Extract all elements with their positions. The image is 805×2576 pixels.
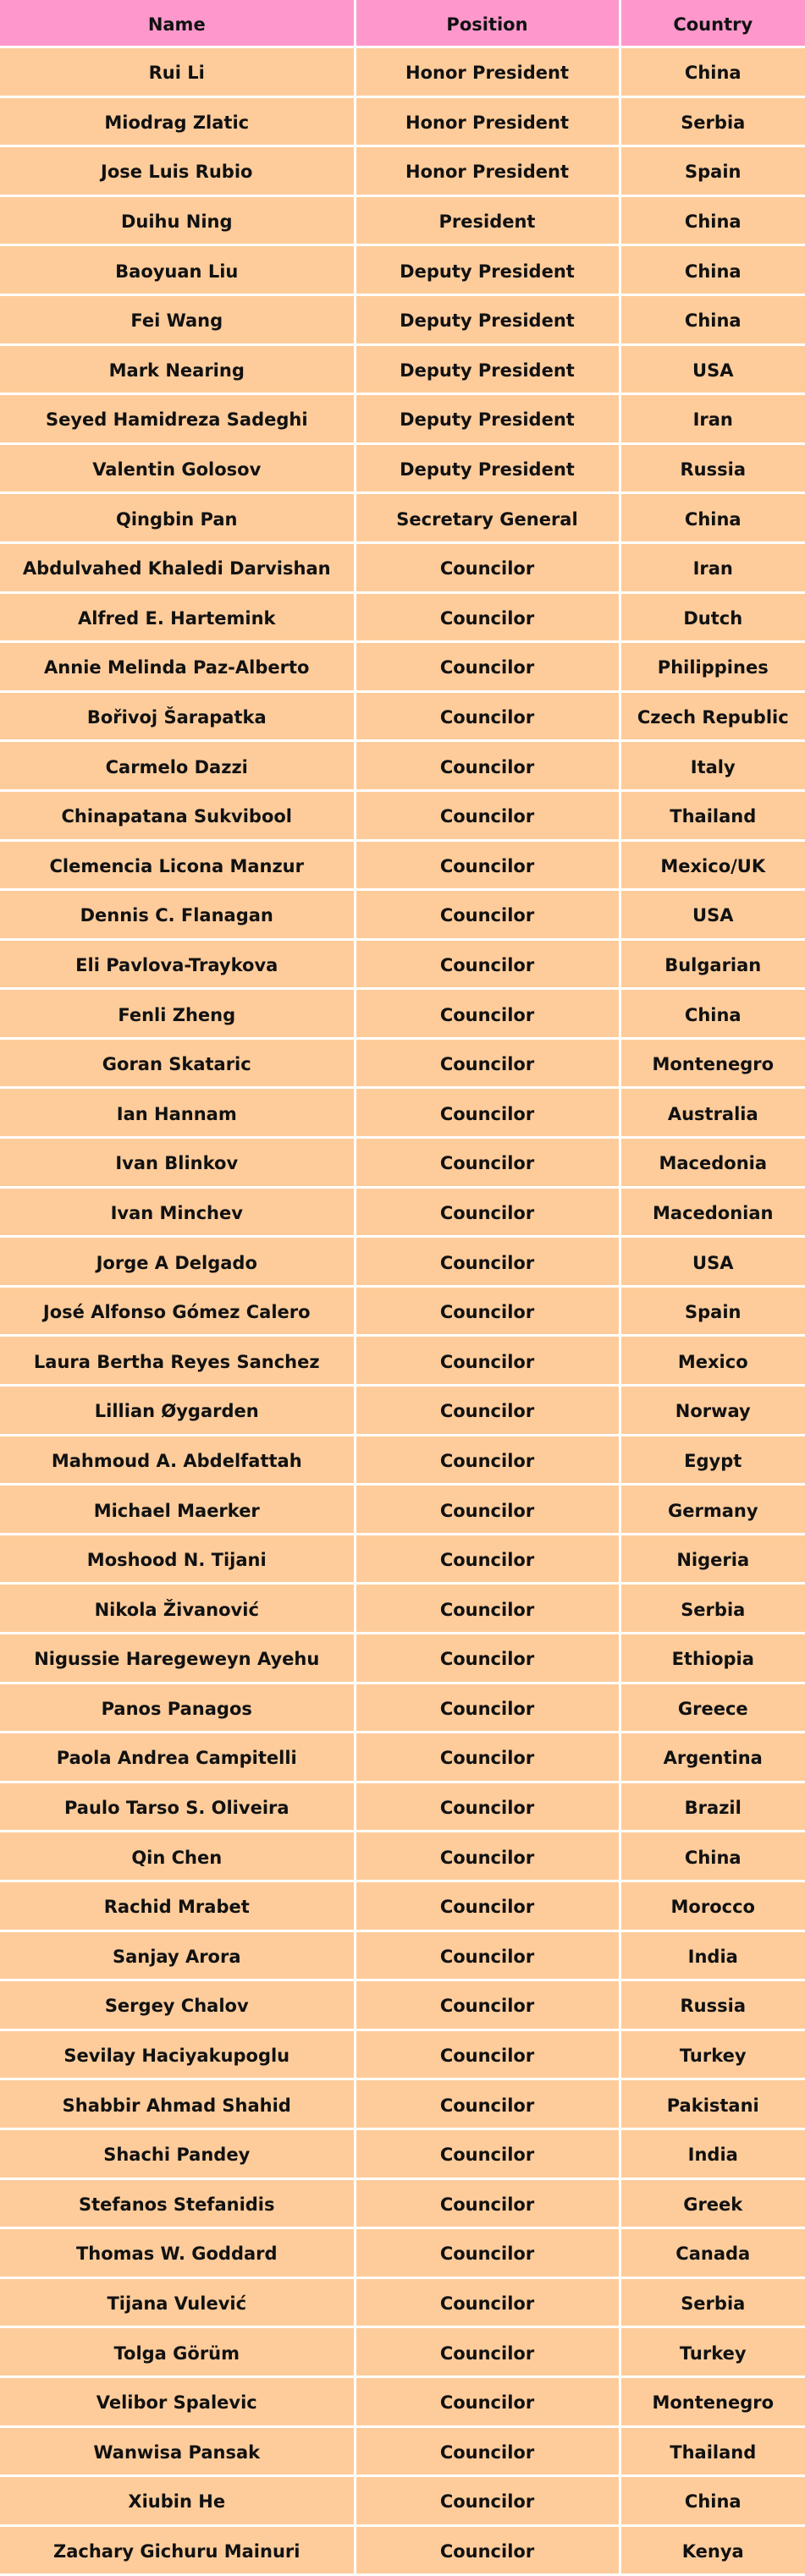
table-row (0, 1237, 805, 1287)
table-row (0, 2476, 805, 2526)
name-cell: Rachid Mrabet (0, 1881, 355, 1931)
table-row (0, 1485, 805, 1535)
position-cell: Councilor (355, 1237, 620, 1287)
country-cell: Italy (620, 741, 805, 791)
country-cell: Spain (620, 146, 805, 196)
country-cell: Serbia (620, 2277, 805, 2327)
position-cell: Councilor (355, 939, 620, 989)
name-cell: Seyed Hamidreza Sadeghi (0, 394, 355, 444)
name-cell: Lillian Øygarden (0, 1386, 355, 1436)
table-row (0, 2228, 805, 2278)
table-row (0, 691, 805, 741)
table-row (0, 2128, 805, 2178)
table-row (0, 1584, 805, 1634)
name-cell: Panos Panagos (0, 1683, 355, 1733)
table-row (0, 840, 805, 890)
position-cell: Councilor (355, 1485, 620, 1535)
table-row (0, 1832, 805, 1881)
position-cell: Councilor (355, 2525, 620, 2575)
name-cell: Ivan Minchev (0, 1187, 355, 1237)
country-cell: Kenya (620, 2525, 805, 2575)
name-cell: Qin Chen (0, 1832, 355, 1881)
country-cell: China (620, 1832, 805, 1881)
position-cell: Councilor (355, 890, 620, 940)
position-cell: Councilor (355, 2476, 620, 2526)
table-row (0, 344, 805, 394)
table-row (0, 1980, 805, 2030)
country-cell: Canada (620, 2228, 805, 2278)
position-cell: Secretary General (355, 493, 620, 543)
name-cell: Miodrag Zlatic (0, 96, 355, 146)
country-cell: Russia (620, 443, 805, 493)
name-cell: Clemencia Licona Manzur (0, 840, 355, 890)
name-cell: Zachary Gichuru Mainuri (0, 2525, 355, 2575)
country-cell: Iran (620, 394, 805, 444)
header-name: Name (0, 0, 355, 47)
country-cell: Thailand (620, 790, 805, 840)
table-row (0, 939, 805, 989)
country-cell: Macedonia (620, 1138, 805, 1188)
table-row (0, 443, 805, 493)
country-cell: China (620, 245, 805, 295)
name-cell: Alfred E. Hartemink (0, 592, 355, 642)
position-cell: Councilor (355, 1931, 620, 1980)
position-cell: Councilor (355, 1634, 620, 1683)
table-header (0, 0, 805, 47)
name-cell: Sanjay Arora (0, 1931, 355, 1980)
country-cell: USA (620, 1237, 805, 1287)
position-cell: Councilor (355, 1138, 620, 1188)
position-cell: Councilor (355, 2178, 620, 2228)
position-cell: Honor President (355, 47, 620, 97)
name-cell: Duihu Ning (0, 195, 355, 245)
table-row (0, 1286, 805, 1336)
name-cell: Ivan Blinkov (0, 1138, 355, 1188)
name-cell: Shachi Pandey (0, 2128, 355, 2178)
position-cell: Councilor (355, 2277, 620, 2327)
name-cell: Nigussie Haregeweyn Ayehu (0, 1634, 355, 1683)
table-row (0, 146, 805, 196)
name-cell: Tijana Vulević (0, 2277, 355, 2327)
table-row (0, 790, 805, 840)
table-row (0, 741, 805, 791)
country-cell: Norway (620, 1386, 805, 1436)
name-cell: Shabbir Ahmad Shahid (0, 2079, 355, 2129)
country-cell: China (620, 2476, 805, 2526)
name-cell: Tolga Görüm (0, 2327, 355, 2377)
name-cell: Wanwisa Pansak (0, 2426, 355, 2476)
country-cell: USA (620, 344, 805, 394)
name-cell: Qingbin Pan (0, 493, 355, 543)
table-row (0, 1931, 805, 1980)
position-cell: Councilor (355, 1534, 620, 1584)
country-cell: Iran (620, 542, 805, 592)
table-row (0, 2327, 805, 2377)
table-row (0, 1187, 805, 1237)
name-cell: Paola Andrea Campitelli (0, 1733, 355, 1782)
country-cell: Morocco (620, 1881, 805, 1931)
position-cell: Councilor (355, 989, 620, 1039)
header-position: Position (355, 0, 620, 47)
table-row (0, 642, 805, 692)
name-cell: Fei Wang (0, 294, 355, 344)
header-country: Country (620, 0, 805, 47)
country-cell: Montenegro (620, 2376, 805, 2426)
table-row (0, 1634, 805, 1683)
table-row (0, 47, 805, 97)
position-cell: Councilor (355, 592, 620, 642)
table-row (0, 1881, 805, 1931)
name-cell: Annie Melinda Paz-Alberto (0, 642, 355, 692)
country-cell: Germany (620, 1485, 805, 1535)
table-row (0, 1435, 805, 1485)
name-cell: Fenli Zheng (0, 989, 355, 1039)
table-row (0, 1683, 805, 1733)
position-cell: Councilor (355, 691, 620, 741)
name-cell: Ian Hannam (0, 1088, 355, 1138)
name-cell: Stefanos Stefanidis (0, 2178, 355, 2228)
country-cell: Spain (620, 1286, 805, 1336)
country-cell: China (620, 989, 805, 1039)
position-cell: Councilor (355, 1832, 620, 1881)
position-cell: Councilor (355, 1386, 620, 1436)
position-cell: Councilor (355, 1584, 620, 1634)
name-cell: Eli Pavlova-Traykova (0, 939, 355, 989)
country-cell: Mexico (620, 1336, 805, 1386)
position-cell: Councilor (355, 2128, 620, 2178)
country-cell: China (620, 294, 805, 344)
position-cell: Councilor (355, 1435, 620, 1485)
position-cell: Councilor (355, 1286, 620, 1336)
table-row (0, 1782, 805, 1832)
name-cell: Moshood N. Tijani (0, 1534, 355, 1584)
name-cell: Paulo Tarso S. Oliveira (0, 1782, 355, 1832)
position-cell: Councilor (355, 2426, 620, 2476)
country-cell: Ethiopia (620, 1634, 805, 1683)
position-cell: Councilor (355, 1683, 620, 1733)
position-cell: Deputy President (355, 245, 620, 295)
table-row (0, 2277, 805, 2327)
position-cell: Councilor (355, 2228, 620, 2278)
name-cell: Rui Li (0, 47, 355, 97)
position-cell: Honor President (355, 146, 620, 196)
country-cell: Thailand (620, 2426, 805, 2476)
position-cell: Councilor (355, 2079, 620, 2129)
table-row (0, 493, 805, 543)
country-cell: Dutch (620, 592, 805, 642)
table-row (0, 245, 805, 295)
table-row (0, 1386, 805, 1436)
table-row (0, 1733, 805, 1782)
name-cell: Goran Skataric (0, 1038, 355, 1088)
country-cell: Greece (620, 1683, 805, 1733)
table-row (0, 2079, 805, 2129)
country-cell: India (620, 2128, 805, 2178)
name-cell: Nikola Živanović (0, 1584, 355, 1634)
position-cell: President (355, 195, 620, 245)
country-cell: Mexico/UK (620, 840, 805, 890)
country-cell: Pakistani (620, 2079, 805, 2129)
table-row (0, 592, 805, 642)
country-cell: Brazil (620, 1782, 805, 1832)
table-row (0, 1534, 805, 1584)
table-row (0, 2178, 805, 2228)
country-cell: Russia (620, 1980, 805, 2030)
position-cell: Councilor (355, 1782, 620, 1832)
position-cell: Deputy President (355, 344, 620, 394)
position-cell: Councilor (355, 1187, 620, 1237)
name-cell: Sergey Chalov (0, 1980, 355, 2030)
country-cell: Macedonian (620, 1187, 805, 1237)
table-row (0, 294, 805, 344)
name-cell: Baoyuan Liu (0, 245, 355, 295)
table-row (0, 989, 805, 1039)
name-cell: Bořivoj Šarapatka (0, 691, 355, 741)
name-cell: Mahmoud A. Abdelfattah (0, 1435, 355, 1485)
name-cell: Jose Luis Rubio (0, 146, 355, 196)
position-cell: Councilor (355, 840, 620, 890)
country-cell: China (620, 493, 805, 543)
name-cell: Dennis C. Flanagan (0, 890, 355, 940)
name-cell: Michael Maerker (0, 1485, 355, 1535)
table-row (0, 2525, 805, 2575)
country-cell: China (620, 195, 805, 245)
name-cell: Abdulvahed Khaledi Darvishan (0, 542, 355, 592)
table-body (0, 47, 805, 2575)
position-cell: Councilor (355, 1038, 620, 1088)
table-row (0, 2029, 805, 2079)
position-cell: Councilor (355, 1336, 620, 1386)
position-cell: Councilor (355, 1881, 620, 1931)
country-cell: Turkey (620, 2327, 805, 2377)
position-cell: Councilor (355, 1980, 620, 2030)
table-row (0, 1038, 805, 1088)
name-cell: Laura Bertha Reyes Sanchez (0, 1336, 355, 1386)
country-cell: Serbia (620, 96, 805, 146)
position-cell: Councilor (355, 790, 620, 840)
name-cell: Mark Nearing (0, 344, 355, 394)
position-cell: Deputy President (355, 443, 620, 493)
position-cell: Councilor (355, 1088, 620, 1138)
table-row (0, 1336, 805, 1386)
country-cell: Turkey (620, 2029, 805, 2079)
name-cell: José Alfonso Gómez Calero (0, 1286, 355, 1336)
position-cell: Deputy President (355, 394, 620, 444)
table-row (0, 2376, 805, 2426)
country-cell: Serbia (620, 1584, 805, 1634)
country-cell: Czech Republic (620, 691, 805, 741)
position-cell: Councilor (355, 2376, 620, 2426)
position-cell: Councilor (355, 642, 620, 692)
position-cell: Councilor (355, 2327, 620, 2377)
name-cell: Jorge A Delgado (0, 1237, 355, 1287)
country-cell: Nigeria (620, 1534, 805, 1584)
country-cell: China (620, 47, 805, 97)
country-cell: USA (620, 890, 805, 940)
table-row (0, 2426, 805, 2476)
name-cell: Xiubin He (0, 2476, 355, 2526)
country-cell: Bulgarian (620, 939, 805, 989)
country-cell: Philippines (620, 642, 805, 692)
name-cell: Chinapatana Sukvibool (0, 790, 355, 840)
table-row (0, 96, 805, 146)
name-cell: Carmelo Dazzi (0, 741, 355, 791)
table-row (0, 1088, 805, 1138)
table-row (0, 890, 805, 940)
country-cell: Australia (620, 1088, 805, 1138)
country-cell: Greek (620, 2178, 805, 2228)
country-cell: Montenegro (620, 1038, 805, 1088)
position-cell: Councilor (355, 1733, 620, 1782)
table-row (0, 195, 805, 245)
country-cell: India (620, 1931, 805, 1980)
table-row (0, 542, 805, 592)
position-cell: Councilor (355, 542, 620, 592)
table-row (0, 394, 805, 444)
position-cell: Honor President (355, 96, 620, 146)
position-cell: Councilor (355, 2029, 620, 2079)
name-cell: Thomas W. Goddard (0, 2228, 355, 2278)
name-cell: Sevilay Haciyakupoglu (0, 2029, 355, 2079)
header-row (0, 0, 805, 47)
name-cell: Velibor Spalevic (0, 2376, 355, 2426)
name-cell: Valentin Golosov (0, 443, 355, 493)
table-row (0, 1138, 805, 1188)
position-cell: Deputy President (355, 294, 620, 344)
position-cell: Councilor (355, 741, 620, 791)
country-cell: Egypt (620, 1435, 805, 1485)
country-cell: Argentina (620, 1733, 805, 1782)
